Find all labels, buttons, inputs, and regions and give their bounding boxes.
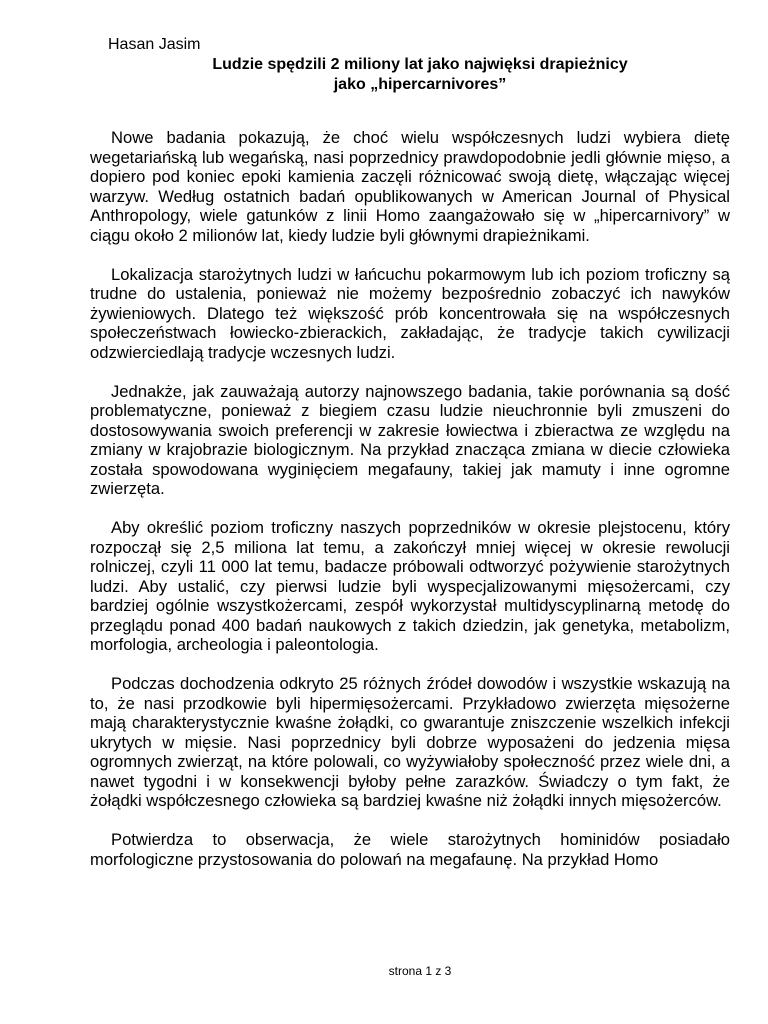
- title-line-2: jako „hipercarnivores”: [333, 76, 507, 93]
- article-body: [90, 128, 730, 889]
- paragraph-3: Jednakże, jak zauważają autorzy najnowszego badania, takie porównania są dość problematyczne, ponieważ z biegiem czasu ludzie nieuchronnie byli zmuszeni do dostosowywania swoich preferencji w zakresie łowiectwa i zbieractwa ze względu na zmiany w krajobrazie biologicznym. Na przykład znacząca zmiana w diecie człowieka została spowodowana wyginięciem megafauny, takiej jak mamuty i inne ogromne zwierzęta.: [90, 381, 730, 498]
- paragraph-1: Nowe badania pokazują, że choć wielu współczesnych ludzi wybiera dietę wegetariańską lub wegańską, nasi poprzednicy prawdopodobnie jedli głównie mięso, a dopiero pod koniec epoki kamienia zaczęli różnicować swoją dietę, włączając więcej warzyw. Według ostatnich badań opublikowanych w American Journal of Physical Anthropology, wiele gatunków z linii Homo zaangażowało się w „hipercarnivory” w ciągu około 2 milionów lat, kiedy ludzie byli głównymi drapieżnikami.: [90, 128, 730, 245]
- title-line-1: Ludzie spędzili 2 miliony lat jako najwięksi drapieżnicy: [212, 56, 628, 73]
- page-number: strona 1 z 3: [388, 964, 452, 978]
- paragraph-2: Lokalizacja starożytnych ludzi w łańcuchu pokarmowym lub ich poziom troficzny są trudne do ustalenia, ponieważ nie możemy bezpośrednio zobaczyć ich nawyków żywieniowych. Dlatego też większość prób koncentrowała się na współczesnych społeczeństwach łowiecko-zbierackich, zakładając, że tradycje takich cywilizacji odzwierciedlają tradycje wczesnych ludzi.: [90, 264, 730, 362]
- paragraph-4: Aby określić poziom troficzny naszych poprzedników w okresie plejstocenu, który rozpoczął się 2,5 miliona lat temu, a zakończył mniej więcej w okresie rewolucji rolniczej, czyli 11 000 lat temu, badacze próbowali odtworzyć pożywienie starożytnych ludzi. Aby ustalić, czy pierwsi ludzie byli wyspecjalizowanymi mięsożercami, czy bardziej ogólnie wszystkożercami, zespół wykorzystał multidyscyplinarną metodę do przeglądu ponad 400 badań naukowych z takich dziedzin, jak genetyka, metabolizm, morfologia, archeologia i paleontologia.: [90, 518, 730, 654]
- paragraph-5: Podczas dochodzenia odkryto 25 różnych źródeł dowodów i wszystkie wskazują na to, że nasi przodkowie byli hipermięsożercami. Przykładowo zwierzęta mięsożerne mają charakterystycznie kwaśne żołądki, co gwarantuje zniszczenie wszelkich infekcji ukrytych w mięsie. Nasi poprzednicy byli dobrze wyposażeni do jedzenia mięsa ogromnych zwierząt, na które polowali, co wyżywiałoby społeczność przez wiele dni, a nawet tygodni i w konsekwencji byłoby pełne zarazków. Świadczy o tym fakt, że żołądki współczesnego człowieka są bardziej kwaśne niż żołądki innych mięsożerców.: [90, 674, 730, 810]
- author-name: Hasan Jasim: [108, 36, 201, 53]
- document-title: [90, 55, 750, 95]
- paragraph-6: Potwierdza to obserwacja, że wiele starożytnych hominidów posiadało morfologiczne przystosowania do polowań na megafaunę. Na przykład Homo: [90, 830, 730, 869]
